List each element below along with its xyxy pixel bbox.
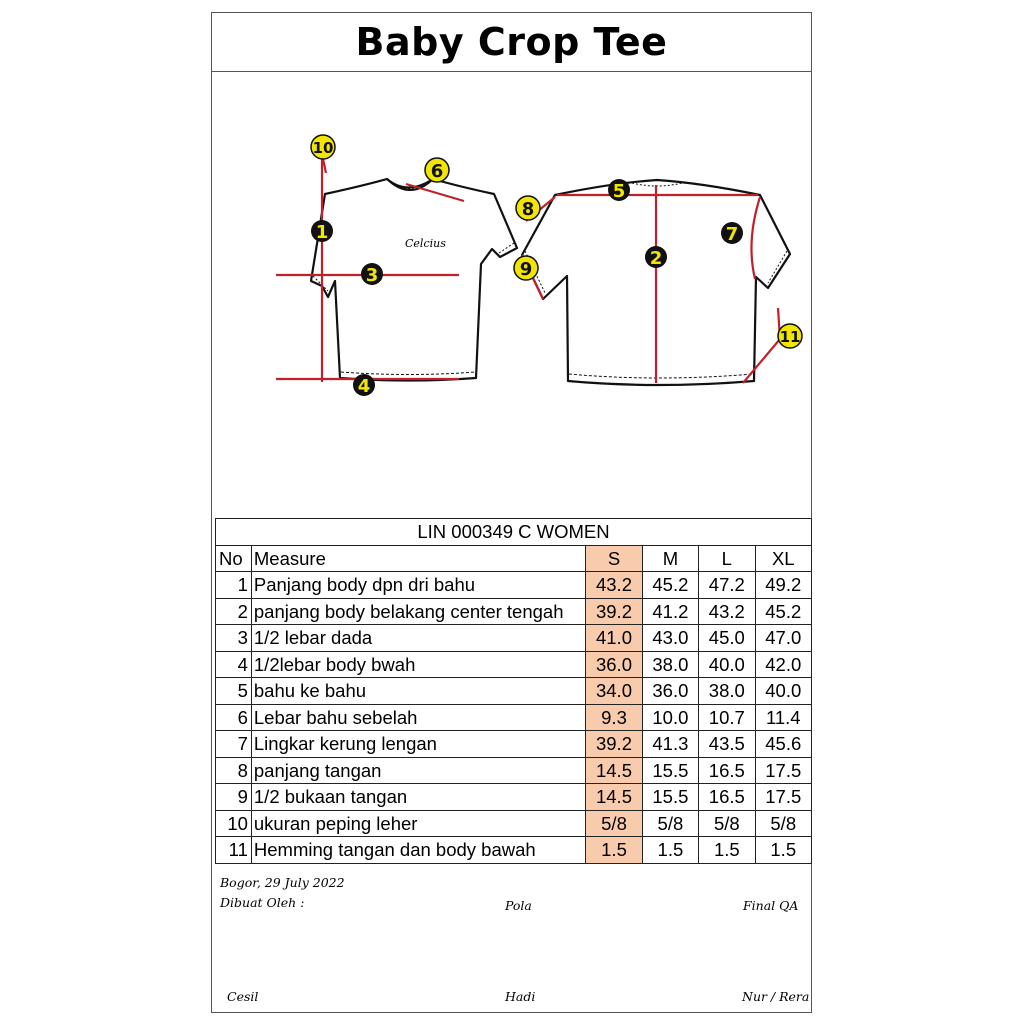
row-size-xl: 1.5 [755,837,811,864]
row-measure: bahu ke bahu [251,678,585,705]
header-no: No [216,545,252,572]
svg-text:10: 10 [312,139,334,157]
row-measure: Hemming tangan dan body bawah [251,837,585,864]
row-size-m: 38.0 [642,651,698,678]
table-row [216,598,812,625]
row-size-xl: 47.0 [755,625,811,652]
header-measure: Measure [251,545,585,572]
row-size-xl: 45.6 [755,731,811,758]
made-by-label: Dibuat Oleh : [220,895,305,910]
row-number: 1 [216,572,252,599]
row-size-m: 1.5 [642,837,698,864]
row-size-m: 41.3 [642,731,698,758]
measurement-diagram [212,71,811,517]
row-size-m: 43.0 [642,625,698,652]
final-qa-label: Final QA [743,898,799,913]
header-m: M [642,545,698,572]
row-measure: Lingkar kerung lengan [251,731,585,758]
spec-sheet [211,12,812,1013]
row-size-l: 16.5 [699,757,755,784]
row-number: 6 [216,704,252,731]
row-size-s: 5/8 [586,810,642,837]
svg-text:7: 7 [725,224,739,245]
table-row [216,572,812,599]
row-number: 4 [216,651,252,678]
row-number: 9 [216,784,252,811]
row-measure: Panjang body dpn dri bahu [251,572,585,599]
row-size-l: 38.0 [699,678,755,705]
row-size-s: 39.2 [586,731,642,758]
row-size-s: 1.5 [586,837,642,864]
row-size-m: 15.5 [642,757,698,784]
table-header-row [216,545,812,572]
page-title: Baby Crop Tee [212,13,811,72]
row-size-l: 1.5 [699,837,755,864]
row-number: 11 [216,837,252,864]
header-l: L [699,545,755,572]
row-measure: Lebar bahu sebelah [251,704,585,731]
table-row [216,678,812,705]
signatory-left: Cesil [227,989,259,1004]
row-size-xl: 5/8 [755,810,811,837]
svg-text:8: 8 [521,199,535,220]
row-number: 7 [216,731,252,758]
table-row [216,784,812,811]
marker-4 [353,374,375,397]
signature-footer [212,871,811,1013]
row-size-s: 14.5 [586,757,642,784]
row-size-s: 9.3 [586,704,642,731]
svg-text:11: 11 [779,328,801,346]
marker-6 [425,158,449,182]
row-size-l: 47.2 [699,572,755,599]
row-size-l: 16.5 [699,784,755,811]
row-size-m: 45.2 [642,572,698,599]
table-row [216,651,812,678]
marker-9 [514,256,538,280]
row-size-m: 15.5 [642,784,698,811]
row-number: 3 [216,625,252,652]
row-measure: 1/2lebar body bwah [251,651,585,678]
row-size-l: 43.5 [699,731,755,758]
header-xl: XL [755,545,811,572]
table-caption: LIN 000349 C WOMEN [216,519,812,546]
svg-text:5: 5 [612,181,626,202]
row-size-xl: 17.5 [755,784,811,811]
row-size-l: 5/8 [699,810,755,837]
table-caption-row [216,519,812,546]
row-size-m: 36.0 [642,678,698,705]
measurement-table [215,518,812,864]
row-measure: ukuran peping leher [251,810,585,837]
row-number: 2 [216,598,252,625]
svg-text:2: 2 [649,248,663,269]
row-size-l: 10.7 [699,704,755,731]
signatory-middle: Hadi [505,989,536,1004]
row-size-xl: 17.5 [755,757,811,784]
table-row [216,625,812,652]
row-size-xl: 40.0 [755,678,811,705]
pola-label: Pola [505,898,532,913]
row-measure: panjang body belakang center tengah [251,598,585,625]
row-measure: panjang tangan [251,757,585,784]
svg-text:9: 9 [519,259,533,280]
signatory-right: Nur / Rera [742,989,810,1004]
row-measure: 1/2 lebar dada [251,625,585,652]
row-size-s: 14.5 [586,784,642,811]
row-size-m: 41.2 [642,598,698,625]
row-size-s: 43.2 [586,572,642,599]
row-size-xl: 45.2 [755,598,811,625]
front-tshirt-outline [311,179,517,381]
svg-text:4: 4 [357,376,371,397]
table-row [216,757,812,784]
row-measure: 1/2 bukaan tangan [251,784,585,811]
row-number: 8 [216,757,252,784]
table-row [216,704,812,731]
table-row [216,731,812,758]
brand-label: Celcius [405,237,446,250]
row-size-s: 41.0 [586,625,642,652]
row-size-l: 45.0 [699,625,755,652]
place-date: Bogor, 29 July 2022 [220,875,345,890]
svg-text:6: 6 [430,161,444,182]
table-row [216,810,812,837]
header-s: S [586,545,642,572]
row-size-l: 40.0 [699,651,755,678]
marker-8 [516,196,540,220]
row-size-m: 5/8 [642,810,698,837]
row-size-l: 43.2 [699,598,755,625]
row-size-s: 39.2 [586,598,642,625]
table-row [216,837,812,864]
svg-text:3: 3 [365,265,379,286]
row-size-xl: 42.0 [755,651,811,678]
svg-text:1: 1 [315,222,329,243]
marker-11 [778,324,802,348]
row-size-xl: 49.2 [755,572,811,599]
row-size-m: 10.0 [642,704,698,731]
tshirt-diagram-svg [212,71,811,517]
row-size-xl: 11.4 [755,704,811,731]
row-number: 5 [216,678,252,705]
row-size-s: 34.0 [586,678,642,705]
row-size-s: 36.0 [586,651,642,678]
marker-10 [311,135,335,159]
row-number: 10 [216,810,252,837]
